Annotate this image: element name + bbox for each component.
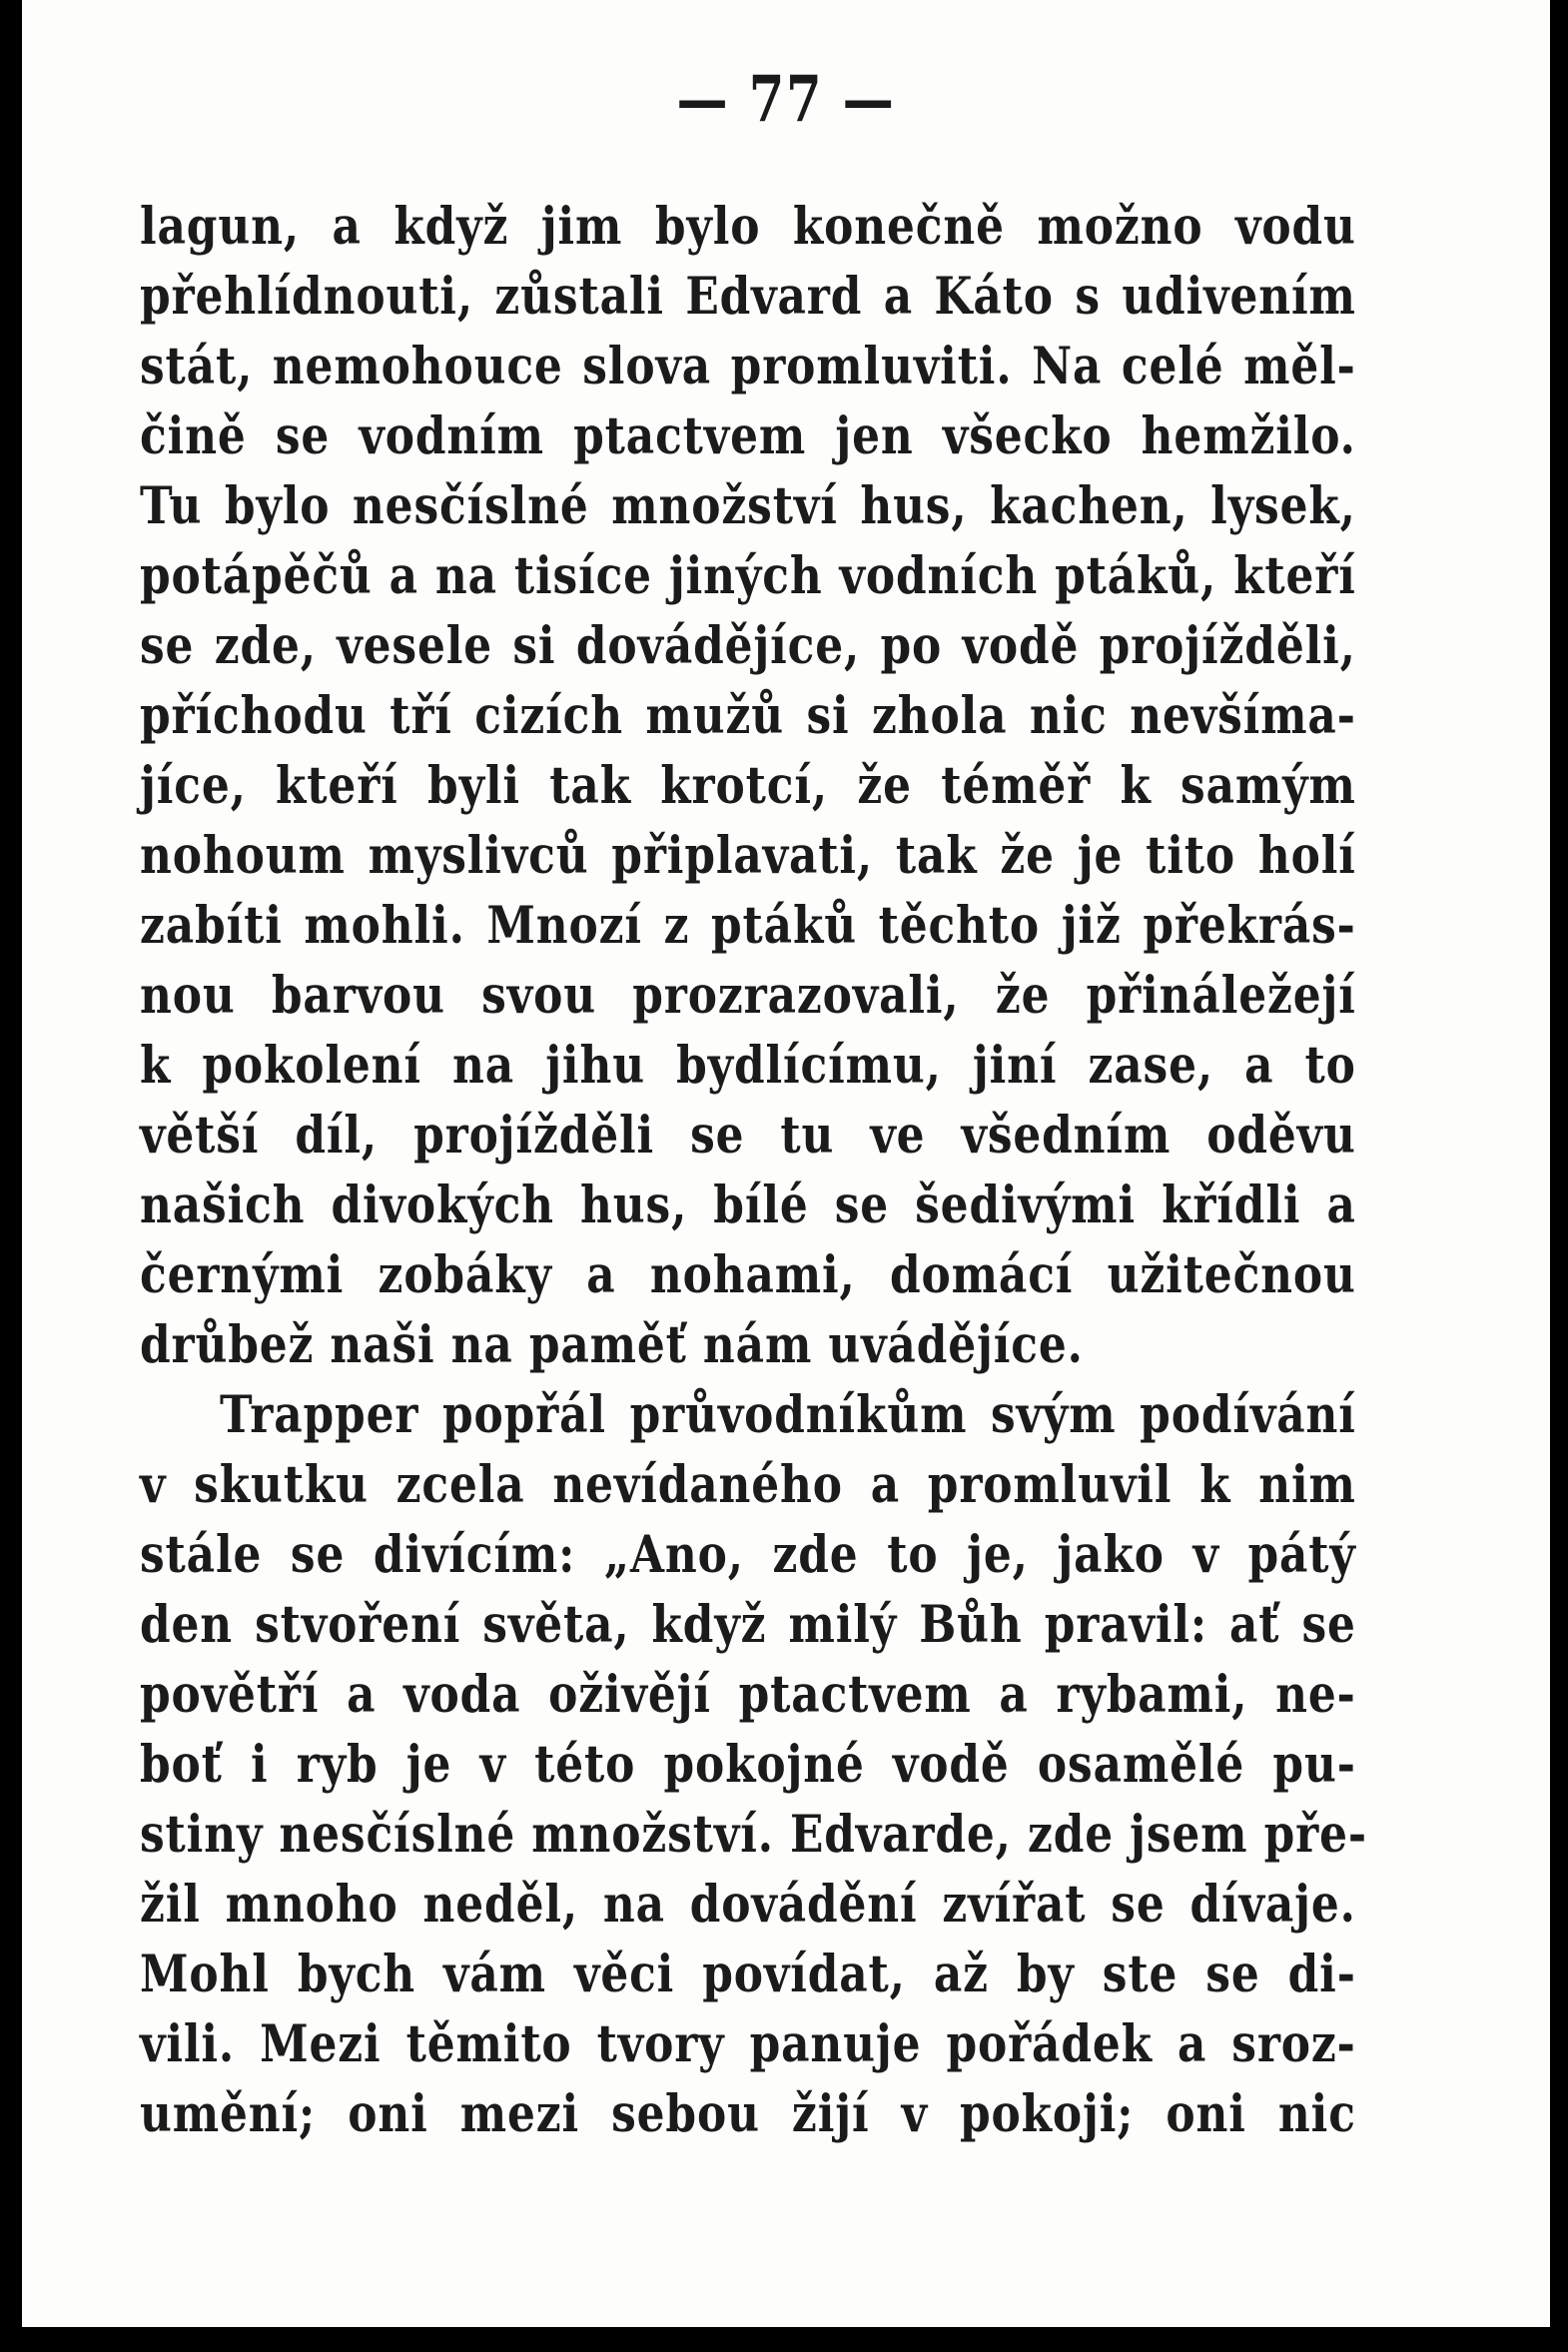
scan-right-margin [1550, 0, 1568, 2352]
text-line: Tu bylo nesčíslné množství hus, kachen, lysek, [140, 476, 1356, 536]
page-number: — 77 — [676, 62, 896, 137]
scan-bottom-margin [0, 2327, 1568, 2352]
text-line: povětří a voda oživějí ptactvem a rybami, ne- [140, 1665, 1356, 1725]
text-line: čině se vodním ptactvem jen všecko hemžilo. [140, 406, 1356, 466]
text-line: lagun, a když jim bylo konečně možno vodu [140, 197, 1356, 257]
text-line: k pokolení na jihu bydlícímu, jiní zase, a to [140, 1036, 1356, 1096]
paragraph-start-line: Trapper popřál průvodníkům svým podívání [219, 1385, 1356, 1445]
text-line: černými zobáky a nohami, domácí užitečnou [140, 1245, 1356, 1305]
text-line: umění; oni mezi sebou žijí v pokoji; oni nic [140, 2084, 1356, 2144]
scan-left-margin [0, 0, 22, 2352]
text-line: stát, nemohouce slova promluviti. Na celé měl- [140, 337, 1356, 396]
body-text [140, 192, 1367, 2149]
paragraph-end-line: drůbež naši na paměť nám uvádějíce. [140, 1315, 1084, 1375]
text-line: den stvoření světa, když milý Bůh pravil: ať se [140, 1595, 1356, 1655]
text-line: přehlídnouti, zůstali Edvard a Káto s udivením [140, 267, 1356, 327]
text-line: vili. Mezi těmito tvory panuje pořádek a sroz- [140, 2014, 1356, 2074]
text-line: příchodu tří cizích mužů si zhola nic nevšíma- [140, 686, 1356, 746]
text-line: nou barvou svou prozrazovali, že přináležejí [140, 966, 1356, 1026]
text-line: stále se divícím: „Ano, zde to je, jako v pátý [140, 1525, 1356, 1585]
text-line: potápěčů a na tisíce jiných vodních ptáků, kteří [140, 546, 1356, 606]
text-line: jíce, kteří byli tak krotcí, že téměř k samým [140, 756, 1356, 816]
text-line: se zde, vesele si dovádějíce, po vodě projížděli, [140, 616, 1356, 676]
text-line: stiny nesčíslné množství. Edvarde, zde jsem pře- [140, 1805, 1367, 1865]
text-line: našich divokých hus, bílé se šedivými křídli a [140, 1176, 1356, 1235]
text-line: žil mnoho neděl, na dovádění zvířat se dívaje. [140, 1875, 1356, 1935]
text-line: větší díl, projížděli se tu ve všedním oděvu [140, 1106, 1356, 1166]
text-line: nohoum myslivců připlavati, tak že je tito holí [140, 826, 1356, 886]
text-line: Mohl bych vám věci povídat, až by ste se di- [140, 1945, 1356, 2004]
text-line: zabíti mohli. Mnozí z ptáků těchto již překrás- [140, 896, 1356, 956]
text-line: boť i ryb je v této pokojné vodě osamělé pu- [140, 1735, 1356, 1795]
book-page [22, 0, 1550, 2327]
text-line: v skutku zcela nevídaného a promluvil k nim [140, 1455, 1356, 1515]
